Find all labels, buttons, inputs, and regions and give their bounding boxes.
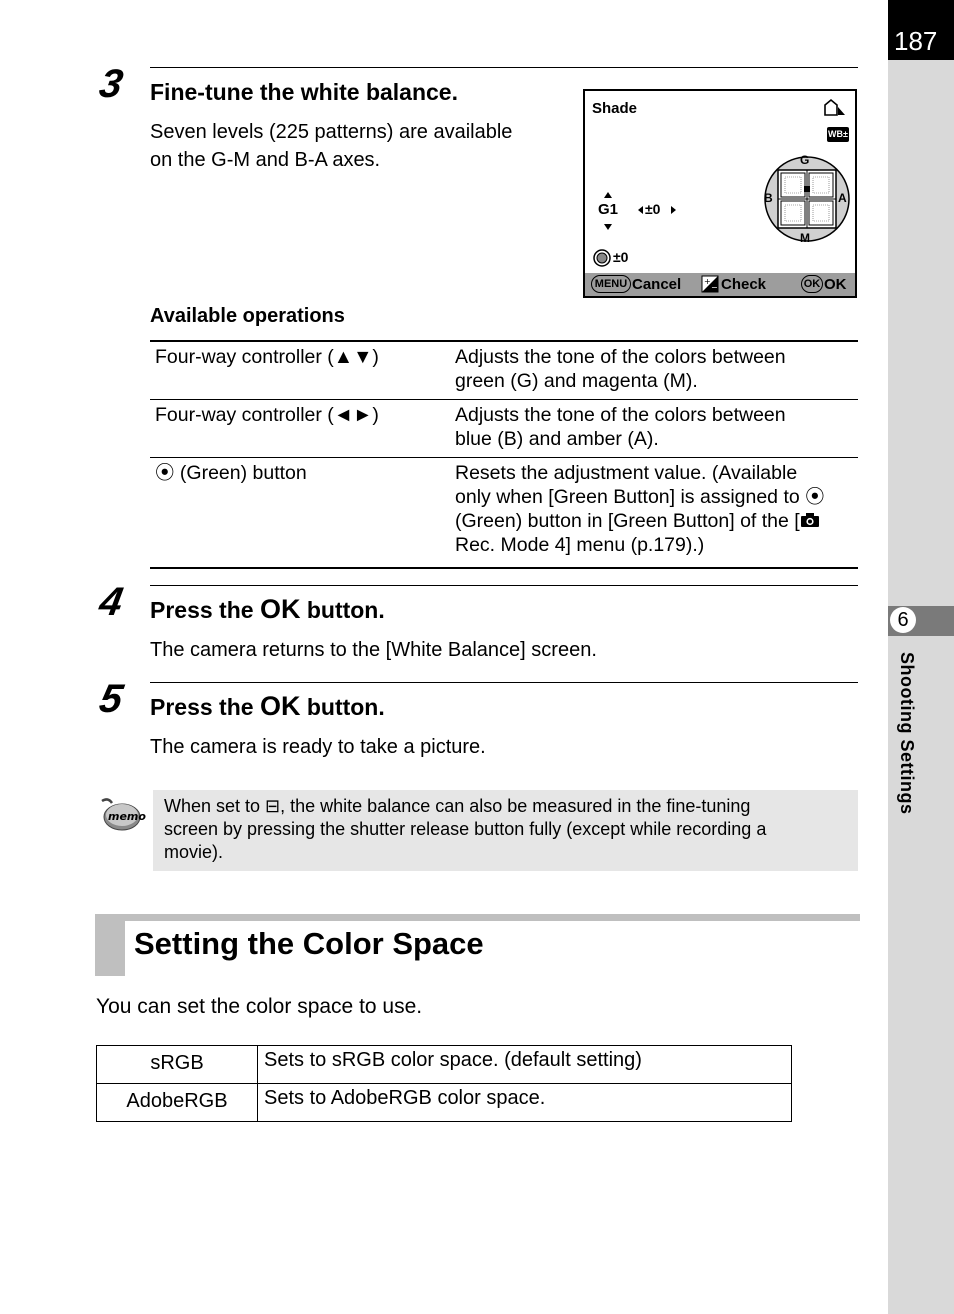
operation-description	[450, 341, 858, 400]
step4-body: The camera returns to the [White Balance] screen.	[150, 639, 597, 661]
grid-label-g: G	[800, 153, 810, 167]
table-row	[97, 1046, 792, 1084]
section-side-block	[95, 914, 125, 976]
step4-title-post: button.	[306, 597, 385, 623]
section-top-bar	[95, 914, 860, 921]
step3-title: Fine-tune the white balance.	[150, 79, 458, 105]
menu-key-icon: MENU	[591, 275, 631, 293]
step4-title	[150, 594, 385, 625]
operation-control: ⦿ (Green) button	[150, 458, 450, 569]
step5-body: The camera is ready to take a picture.	[150, 736, 486, 758]
description-line: Adjusts the tone of the colors between	[455, 404, 786, 426]
lcd-cancel-label: Cancel	[632, 276, 682, 293]
color-space-table	[96, 1045, 792, 1122]
section-intro: You can set the color space to use.	[96, 995, 423, 1018]
operation-description	[450, 400, 858, 458]
color-space-name: AdobeRGB	[97, 1084, 258, 1122]
description-line: Rec. Mode 4] menu (p.179).)	[455, 534, 705, 556]
step3-body-line: on the G-M and B-A axes.	[150, 149, 381, 171]
operation-control: Four-way controller (▲▼)	[150, 341, 450, 400]
ok-key-icon: OK	[801, 275, 823, 293]
table-row	[150, 400, 858, 458]
memo-line: screen by pressing the shutter release button fully (except while recording a	[164, 819, 767, 839]
description-text: (Green) button in [Green Button] of the [	[455, 510, 800, 532]
section-title: Setting the Color Space	[134, 926, 484, 961]
color-space-name: sRGB	[97, 1046, 258, 1084]
step5-title-post: button.	[306, 694, 385, 720]
grid-label-m: M	[800, 231, 810, 245]
check-icon	[701, 275, 719, 293]
lcd-check-label: Check	[721, 276, 767, 293]
description-line: Resets the adjustment value. (Available	[455, 462, 798, 484]
memo-icon	[98, 795, 146, 835]
step5-title	[150, 691, 385, 722]
color-space-description: Sets to AdobeRGB color space.	[258, 1084, 792, 1122]
color-space-description: Sets to sRGB color space. (default setting)	[258, 1046, 792, 1084]
step4-title-pre: Press the	[150, 597, 254, 623]
description-line: only when [Green Button] is assigned to ⦿	[455, 486, 825, 508]
operations-heading: Available operations	[150, 305, 345, 327]
svg-text:−: −	[711, 283, 718, 292]
ok-button-icon: OK	[259, 594, 301, 624]
lcd-ba-value: ±0	[645, 201, 661, 217]
lcd-bottom-bar	[585, 273, 855, 296]
lcd-ok-label: OK	[824, 276, 847, 293]
step3-number: 3	[96, 62, 127, 106]
operation-description	[450, 458, 858, 569]
description-line: Adjusts the tone of the colors between	[455, 346, 786, 368]
chapter-title: Shooting Settings	[897, 652, 917, 815]
step5-title-pre: Press the	[150, 694, 254, 720]
camera-icon	[800, 512, 820, 528]
operations-table	[150, 340, 858, 569]
svg-text:+: +	[704, 277, 711, 286]
green-button-icon	[593, 249, 611, 267]
table-row	[150, 341, 858, 400]
chapter-number: 6	[890, 607, 916, 633]
memo-text	[164, 795, 854, 864]
step3-body-line: Seven levels (225 patterns) are available	[150, 121, 513, 143]
step5-rule	[150, 682, 858, 683]
lcd-mode-label: Shade	[592, 100, 638, 117]
description-line	[455, 509, 853, 533]
lcd-green-value: ±0	[613, 249, 629, 265]
step4-rule	[150, 585, 858, 586]
description-line: green (G) and magenta (M).	[455, 370, 698, 392]
table-row	[150, 458, 858, 569]
memo-icon-label: memo	[108, 810, 146, 823]
grid-label-a: A	[838, 191, 847, 205]
memo-line: When set to ⊟, the white balance can also be measured in the fine-tuning	[164, 796, 751, 816]
grid-label-b: B	[764, 191, 773, 205]
lcd-gm-value: G1	[598, 201, 619, 218]
operation-control: Four-way controller (◄►)	[150, 400, 450, 458]
step3-rule	[150, 67, 858, 68]
step3-body	[150, 118, 512, 174]
ok-button-icon: OK	[259, 691, 301, 721]
memo-line: movie).	[164, 842, 224, 862]
shade-icon	[823, 99, 847, 117]
table-row	[97, 1084, 792, 1122]
wb-adjust-icon: WB±	[827, 127, 849, 142]
page-number: 187	[894, 26, 938, 56]
step5-number: 5	[96, 677, 127, 721]
lcd-screen	[583, 89, 857, 298]
step4-number: 4	[96, 580, 127, 624]
description-line: blue (B) and amber (A).	[455, 428, 659, 450]
